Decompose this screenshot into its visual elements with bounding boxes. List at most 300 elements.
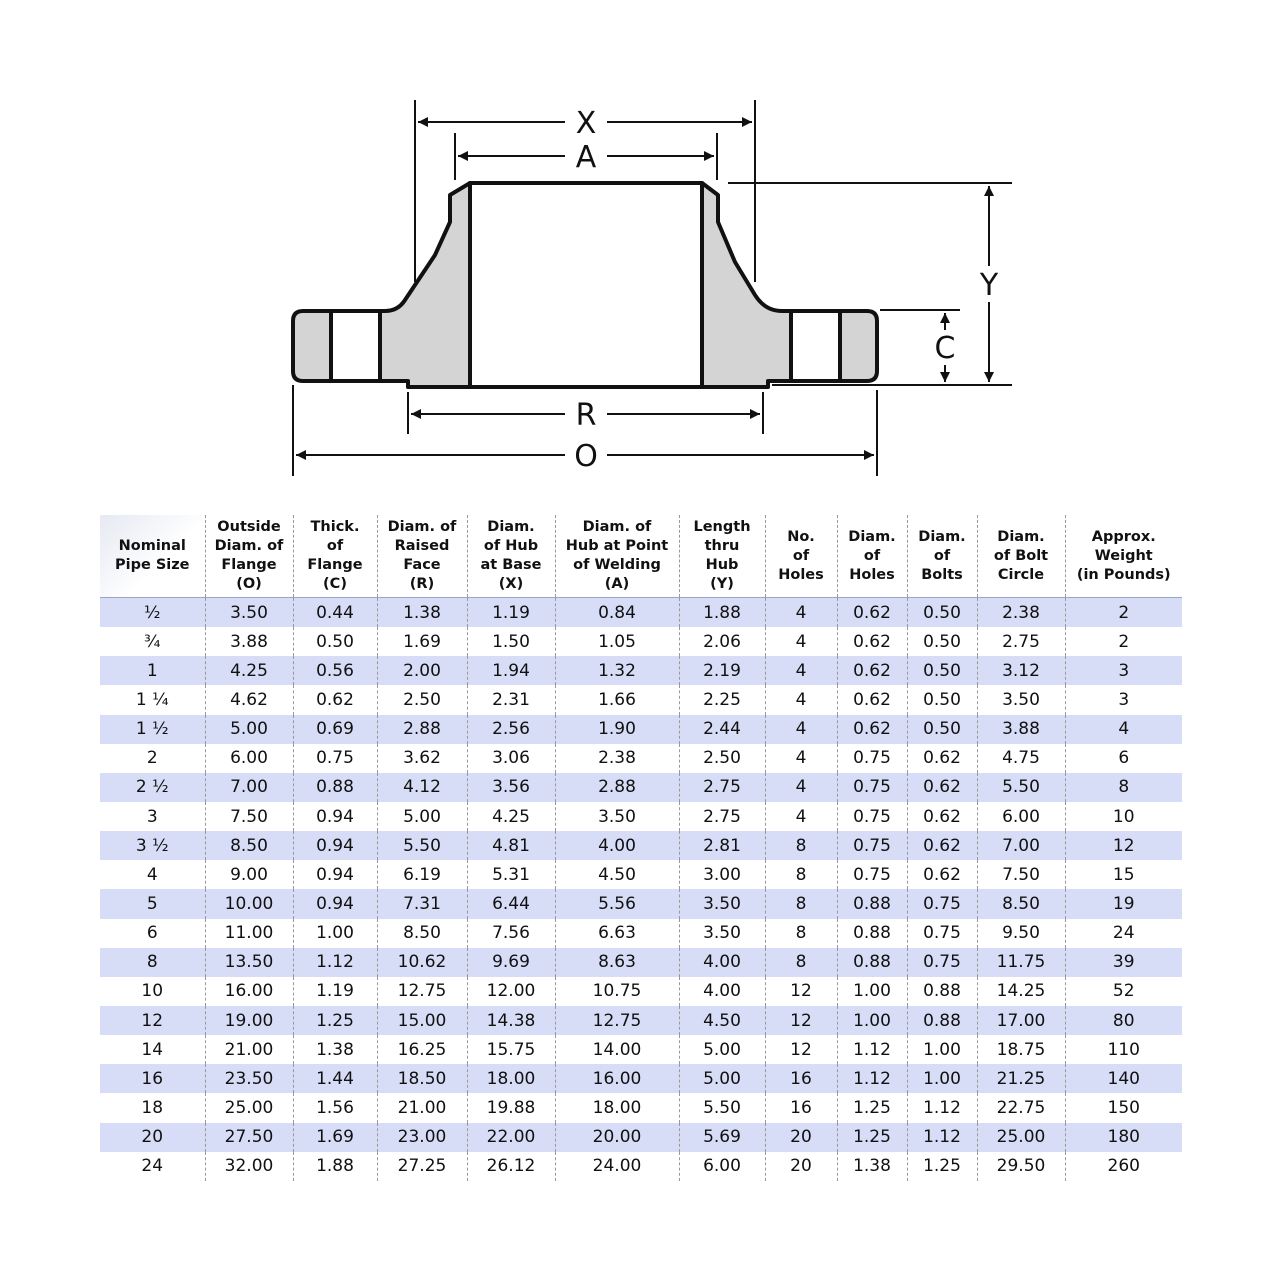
table-cell: 0.62 (907, 744, 977, 773)
table-cell: 150 (1065, 1093, 1182, 1122)
column-header-line: Diam. (918, 528, 966, 545)
table-cell: 1.69 (377, 627, 467, 656)
column-header-line: Circle (997, 566, 1045, 583)
table-row (100, 802, 1182, 831)
table-cell: 0.50 (907, 627, 977, 656)
column-header-line: (O) (236, 576, 262, 592)
table-cell: 0.75 (837, 802, 907, 831)
table-cell: 180 (1065, 1123, 1182, 1152)
table-cell: 1.00 (837, 977, 907, 1006)
table-cell: 3.50 (679, 919, 765, 948)
table-cell: 6.00 (679, 1152, 765, 1181)
table-cell: 12 (765, 1035, 837, 1064)
table-cell: 0.50 (907, 685, 977, 714)
table-cell: 1.25 (837, 1123, 907, 1152)
column-header-line: of Bolt (993, 547, 1049, 564)
table-row (100, 627, 1182, 656)
table-cell: 39 (1065, 948, 1182, 977)
column-header-line: Diam. (487, 519, 535, 535)
table-cell: 80 (1065, 1006, 1182, 1035)
table-cell: 0.62 (837, 598, 907, 628)
pipe-size-cell: 6 (100, 919, 205, 948)
table-cell: 3.56 (467, 773, 555, 802)
table-cell: 0.75 (837, 773, 907, 802)
table-cell: 1.19 (467, 598, 555, 628)
table-cell: 4 (765, 773, 837, 802)
table-cell: 21.00 (377, 1093, 467, 1122)
table-cell: 4.81 (467, 831, 555, 860)
table-cell: 25.00 (977, 1123, 1065, 1152)
table-row (100, 773, 1182, 802)
column-header-line: of (792, 547, 810, 564)
table-cell: 1.00 (293, 919, 377, 948)
table-cell: 0.75 (907, 948, 977, 977)
table-cell: 27.25 (377, 1152, 467, 1181)
table-cell: 9.50 (977, 919, 1065, 948)
pipe-size-cell: 16 (100, 1064, 205, 1093)
table-cell: 3.50 (555, 802, 679, 831)
pipe-size-cell: 1 (100, 656, 205, 685)
table-cell: 7.50 (977, 860, 1065, 889)
table-cell: 16.00 (205, 977, 293, 1006)
table-cell: 7.00 (977, 831, 1065, 860)
table-cell: 8 (765, 860, 837, 889)
table-cell: 3.50 (679, 889, 765, 918)
flange-dimensions-table (100, 515, 1182, 1181)
table-header-row (100, 515, 1182, 598)
column-header-line: of (933, 547, 951, 564)
pipe-size-cell: ¾ (100, 627, 205, 656)
table-row (100, 1152, 1182, 1181)
table-row (100, 656, 1182, 685)
table-cell: 4.25 (205, 656, 293, 685)
column-header-line: Holes (778, 566, 824, 583)
table-cell: 0.62 (907, 860, 977, 889)
table-cell: 2.50 (377, 685, 467, 714)
table-cell: 1.66 (555, 685, 679, 714)
table-cell: 140 (1065, 1064, 1182, 1093)
table-cell: 6.63 (555, 919, 679, 948)
table-cell: 1.25 (837, 1093, 907, 1122)
table-cell: 0.62 (837, 627, 907, 656)
table-cell: 22.75 (977, 1093, 1065, 1122)
column-header-line: Hub (705, 557, 739, 573)
table-cell: 0.50 (293, 627, 377, 656)
column-header-line: Length (693, 519, 751, 535)
table-row (100, 1035, 1182, 1064)
table-cell: 1.05 (555, 627, 679, 656)
table-cell: 6.00 (205, 744, 293, 773)
pipe-size-cell: 2 ½ (100, 773, 205, 802)
table-cell: 21.00 (205, 1035, 293, 1064)
table-cell: 1.25 (293, 1006, 377, 1035)
table-cell: 2.25 (679, 685, 765, 714)
column-header-line: of Hub (483, 538, 539, 554)
table-cell: 29.50 (977, 1152, 1065, 1181)
column-header-line: Diam. of (214, 538, 284, 554)
table-cell: 3.12 (977, 656, 1065, 685)
table-cell: 0.62 (907, 773, 977, 802)
table-cell: 1.38 (293, 1035, 377, 1064)
table-row (100, 977, 1182, 1006)
table-cell: 3 (1065, 656, 1182, 685)
dim-label-y: Y (979, 268, 999, 303)
pipe-size-cell: 4 (100, 860, 205, 889)
table-cell: 7.00 (205, 773, 293, 802)
column-header-line: of Welding (573, 557, 661, 573)
table-cell: 5.00 (205, 715, 293, 744)
table-cell: 5.50 (679, 1093, 765, 1122)
table-cell: 17.00 (977, 1006, 1065, 1035)
table-cell: 20.00 (555, 1123, 679, 1152)
table-cell: 4 (765, 598, 837, 628)
table-row (100, 889, 1182, 918)
table-cell: 15 (1065, 860, 1182, 889)
table-cell: 1.69 (293, 1123, 377, 1152)
pipe-size-cell: 12 (100, 1006, 205, 1035)
table-cell: 2.06 (679, 627, 765, 656)
pipe-size-cell: 24 (100, 1152, 205, 1181)
column-header-line: Outside (217, 519, 281, 535)
table-cell: 12.75 (377, 977, 467, 1006)
table-cell: 2.44 (679, 715, 765, 744)
table-cell: 19 (1065, 889, 1182, 918)
table-cell: 26.12 (467, 1152, 555, 1181)
table-row (100, 948, 1182, 977)
table-cell: 4.00 (679, 948, 765, 977)
table-cell: 24 (1065, 919, 1182, 948)
pipe-size-cell: 18 (100, 1093, 205, 1122)
table-cell: 8.63 (555, 948, 679, 977)
table-cell: 2.81 (679, 831, 765, 860)
dim-label-r: R (575, 398, 597, 433)
table-cell: 4 (1065, 715, 1182, 744)
table-cell: 2 (1065, 598, 1182, 628)
table-cell: 1.00 (907, 1035, 977, 1064)
column-header-line: Diam. (997, 528, 1045, 545)
table-cell: 0.88 (293, 773, 377, 802)
table-cell: 3.88 (205, 627, 293, 656)
table-cell: 1.44 (293, 1064, 377, 1093)
table-cell: 5.00 (377, 802, 467, 831)
dim-label-c: C (934, 331, 956, 366)
table-cell: 14.38 (467, 1006, 555, 1035)
table-cell: 1.88 (679, 598, 765, 628)
table-cell: 0.75 (837, 744, 907, 773)
column-header (467, 515, 555, 598)
pipe-size-cell: 5 (100, 889, 205, 918)
table-cell: 32.00 (205, 1152, 293, 1181)
column-header (837, 515, 907, 598)
table-cell: 260 (1065, 1152, 1182, 1181)
bolt-hole-left (331, 311, 380, 381)
bore (470, 183, 702, 387)
table-row (100, 1064, 1182, 1093)
table-cell: 24.00 (555, 1152, 679, 1181)
column-header (679, 515, 765, 598)
table-cell: 12 (1065, 831, 1182, 860)
column-header-line: Raised (394, 538, 450, 554)
table-cell: 14.00 (555, 1035, 679, 1064)
table-cell: 1.00 (837, 1006, 907, 1035)
table-cell: 10 (1065, 802, 1182, 831)
pipe-size-cell: 10 (100, 977, 205, 1006)
column-header-line: No. (787, 528, 815, 545)
table-cell: 11.00 (205, 919, 293, 948)
table-cell: 0.94 (293, 802, 377, 831)
column-header-line: Flange (307, 557, 363, 573)
pipe-size-cell: 1 ½ (100, 715, 205, 744)
column-header-line: (A) (604, 576, 630, 592)
table-cell: 0.88 (907, 977, 977, 1006)
table-cell: 4 (765, 685, 837, 714)
table-cell: 2.75 (977, 627, 1065, 656)
table-cell: 2.00 (377, 656, 467, 685)
table-cell: 12.00 (467, 977, 555, 1006)
pipe-size-cell: 14 (100, 1035, 205, 1064)
column-header (100, 515, 205, 598)
table-cell: 8 (1065, 773, 1182, 802)
table-cell: 2 (1065, 627, 1182, 656)
table-cell: 0.50 (907, 715, 977, 744)
column-header (977, 515, 1065, 598)
table-cell: 4.50 (555, 860, 679, 889)
table-cell: 1.50 (467, 627, 555, 656)
column-header-line: Diam. of (582, 519, 652, 535)
column-header-line: Approx. (1091, 528, 1156, 545)
table-cell: 1.90 (555, 715, 679, 744)
table-cell: 1.12 (907, 1123, 977, 1152)
column-header-line: Diam. of (387, 519, 457, 535)
table-row (100, 1123, 1182, 1152)
table-cell: 18.00 (467, 1064, 555, 1093)
table-cell: 0.62 (293, 685, 377, 714)
table-cell: 18.50 (377, 1064, 467, 1093)
table-row (100, 744, 1182, 773)
table-cell: 0.56 (293, 656, 377, 685)
table-cell: 2.88 (555, 773, 679, 802)
table-cell: 18.00 (555, 1093, 679, 1122)
pipe-size-cell: 3 ½ (100, 831, 205, 860)
table-cell: 2.19 (679, 656, 765, 685)
table-cell: 6.19 (377, 860, 467, 889)
table-row (100, 1006, 1182, 1035)
table-cell: 110 (1065, 1035, 1182, 1064)
table-cell: 4 (765, 656, 837, 685)
table-cell: 0.75 (907, 919, 977, 948)
table-cell: 3.62 (377, 744, 467, 773)
table-cell: 5.00 (679, 1035, 765, 1064)
table-cell: 2.88 (377, 715, 467, 744)
table-cell: 2.56 (467, 715, 555, 744)
table-cell: 0.62 (837, 656, 907, 685)
column-header-line: (C) (323, 576, 347, 592)
table-cell: 8.50 (377, 919, 467, 948)
table-cell: 3.50 (205, 598, 293, 628)
flange-cross-section (293, 183, 877, 387)
table-cell: 0.75 (293, 744, 377, 773)
table-cell: 16.25 (377, 1035, 467, 1064)
table-cell: 8 (765, 889, 837, 918)
table-cell: 1.25 (907, 1152, 977, 1181)
table-cell: 4.00 (679, 977, 765, 1006)
table-cell: 6.44 (467, 889, 555, 918)
table-cell: 5.00 (679, 1064, 765, 1093)
table-cell: 1.56 (293, 1093, 377, 1122)
table-cell: 9.69 (467, 948, 555, 977)
table-row (100, 831, 1182, 860)
table-cell: 7.50 (205, 802, 293, 831)
table-cell: 0.50 (907, 656, 977, 685)
table-cell: 1.12 (907, 1093, 977, 1122)
table-cell: 1.12 (293, 948, 377, 977)
table-cell: 16 (765, 1093, 837, 1122)
table-cell: 11.75 (977, 948, 1065, 977)
table-cell: 7.56 (467, 919, 555, 948)
column-header-line: at Base (480, 557, 542, 573)
table-cell: 2.38 (977, 598, 1065, 628)
table-cell: 27.50 (205, 1123, 293, 1152)
column-header-line: Diam. (848, 528, 896, 545)
table-cell: 5.31 (467, 860, 555, 889)
table-cell: 4 (765, 627, 837, 656)
table-cell: 3.00 (679, 860, 765, 889)
table-cell: 0.88 (837, 889, 907, 918)
table-cell: 14.25 (977, 977, 1065, 1006)
table-cell: 3 (1065, 685, 1182, 714)
table-cell: 13.50 (205, 948, 293, 977)
table-cell: 1.19 (293, 977, 377, 1006)
column-header-line: Flange (221, 557, 277, 573)
pipe-size-cell: 3 (100, 802, 205, 831)
table-cell: 19.00 (205, 1006, 293, 1035)
column-header-line: thru (704, 538, 740, 554)
table-cell: 16 (765, 1064, 837, 1093)
table-cell: 25.00 (205, 1093, 293, 1122)
table-cell: 10.62 (377, 948, 467, 977)
table-cell: 0.94 (293, 889, 377, 918)
table-cell: 21.25 (977, 1064, 1065, 1093)
table-cell: 5.50 (977, 773, 1065, 802)
column-header-line: of (326, 538, 344, 554)
table-cell: 1.38 (377, 598, 467, 628)
table-cell: 8.50 (977, 889, 1065, 918)
table-cell: 19.88 (467, 1093, 555, 1122)
column-header-line: Face (403, 557, 441, 573)
table-cell: 16.00 (555, 1064, 679, 1093)
table-cell: 0.75 (907, 889, 977, 918)
column-header (765, 515, 837, 598)
table-cell: 12 (765, 1006, 837, 1035)
column-header (555, 515, 679, 598)
column-header (1065, 515, 1182, 598)
table-row (100, 685, 1182, 714)
table-cell: 2.31 (467, 685, 555, 714)
dim-label-o: O (574, 439, 598, 474)
table-row (100, 715, 1182, 744)
table-cell: 2.75 (679, 802, 765, 831)
table-row (100, 919, 1182, 948)
column-header-line: Pipe Size (114, 557, 190, 573)
table-cell: 0.69 (293, 715, 377, 744)
table-cell: 2.50 (679, 744, 765, 773)
table-cell: 4.25 (467, 802, 555, 831)
table-cell: 4.75 (977, 744, 1065, 773)
table-cell: 8 (765, 948, 837, 977)
table-row (100, 860, 1182, 889)
table-cell: 4 (765, 802, 837, 831)
table-cell: 0.44 (293, 598, 377, 628)
table-cell: 4 (765, 744, 837, 773)
pipe-size-cell: 2 (100, 744, 205, 773)
column-header-line: Nominal (118, 538, 186, 554)
table-cell: 1.12 (837, 1064, 907, 1093)
column-header-line: Holes (849, 566, 895, 583)
table-cell: 10.00 (205, 889, 293, 918)
dim-label-a: A (575, 140, 597, 175)
table-cell: 4.62 (205, 685, 293, 714)
table-cell: 12 (765, 977, 837, 1006)
table-cell: 1.88 (293, 1152, 377, 1181)
table-cell: 4 (765, 715, 837, 744)
table-cell: 20 (765, 1152, 837, 1181)
column-header (907, 515, 977, 598)
table-cell: 0.88 (837, 948, 907, 977)
column-header-line: (Y) (710, 576, 734, 592)
table-cell: 9.00 (205, 860, 293, 889)
table-cell: 3.88 (977, 715, 1065, 744)
table-cell: 7.31 (377, 889, 467, 918)
table-cell: 5.50 (377, 831, 467, 860)
table-cell: 10.75 (555, 977, 679, 1006)
table-cell: 6 (1065, 744, 1182, 773)
table-cell: 3.06 (467, 744, 555, 773)
table-cell: 4.00 (555, 831, 679, 860)
table-cell: 1.32 (555, 656, 679, 685)
table-cell: 2.75 (679, 773, 765, 802)
table-cell: 1.00 (907, 1064, 977, 1093)
table-cell: 0.50 (907, 598, 977, 628)
table-cell: 0.94 (293, 860, 377, 889)
bolt-hole-right (791, 311, 840, 381)
table-cell: 18.75 (977, 1035, 1065, 1064)
table-cell: 22.00 (467, 1123, 555, 1152)
table-cell: 23.00 (377, 1123, 467, 1152)
table-cell: 0.94 (293, 831, 377, 860)
table-cell: 15.75 (467, 1035, 555, 1064)
weld-neck-flange-diagram (0, 0, 1280, 500)
table-cell: 15.00 (377, 1006, 467, 1035)
column-header-line: Bolts (921, 566, 963, 583)
table-cell: 20 (765, 1123, 837, 1152)
column-header-line: Weight (1094, 547, 1153, 564)
table-cell: 1.38 (837, 1152, 907, 1181)
table-cell: 1.94 (467, 656, 555, 685)
table-cell: 0.75 (837, 860, 907, 889)
table-row (100, 598, 1182, 628)
pipe-size-cell: ½ (100, 598, 205, 628)
pipe-size-cell: 1 ¼ (100, 685, 205, 714)
table-cell: 5.69 (679, 1123, 765, 1152)
table-cell: 0.88 (837, 919, 907, 948)
pipe-size-cell: 8 (100, 948, 205, 977)
column-header-line: Hub at Point (565, 538, 669, 554)
table-cell: 0.88 (907, 1006, 977, 1035)
table-cell: 0.84 (555, 598, 679, 628)
dim-label-x: X (575, 106, 597, 141)
table-cell: 0.62 (907, 831, 977, 860)
column-header (293, 515, 377, 598)
